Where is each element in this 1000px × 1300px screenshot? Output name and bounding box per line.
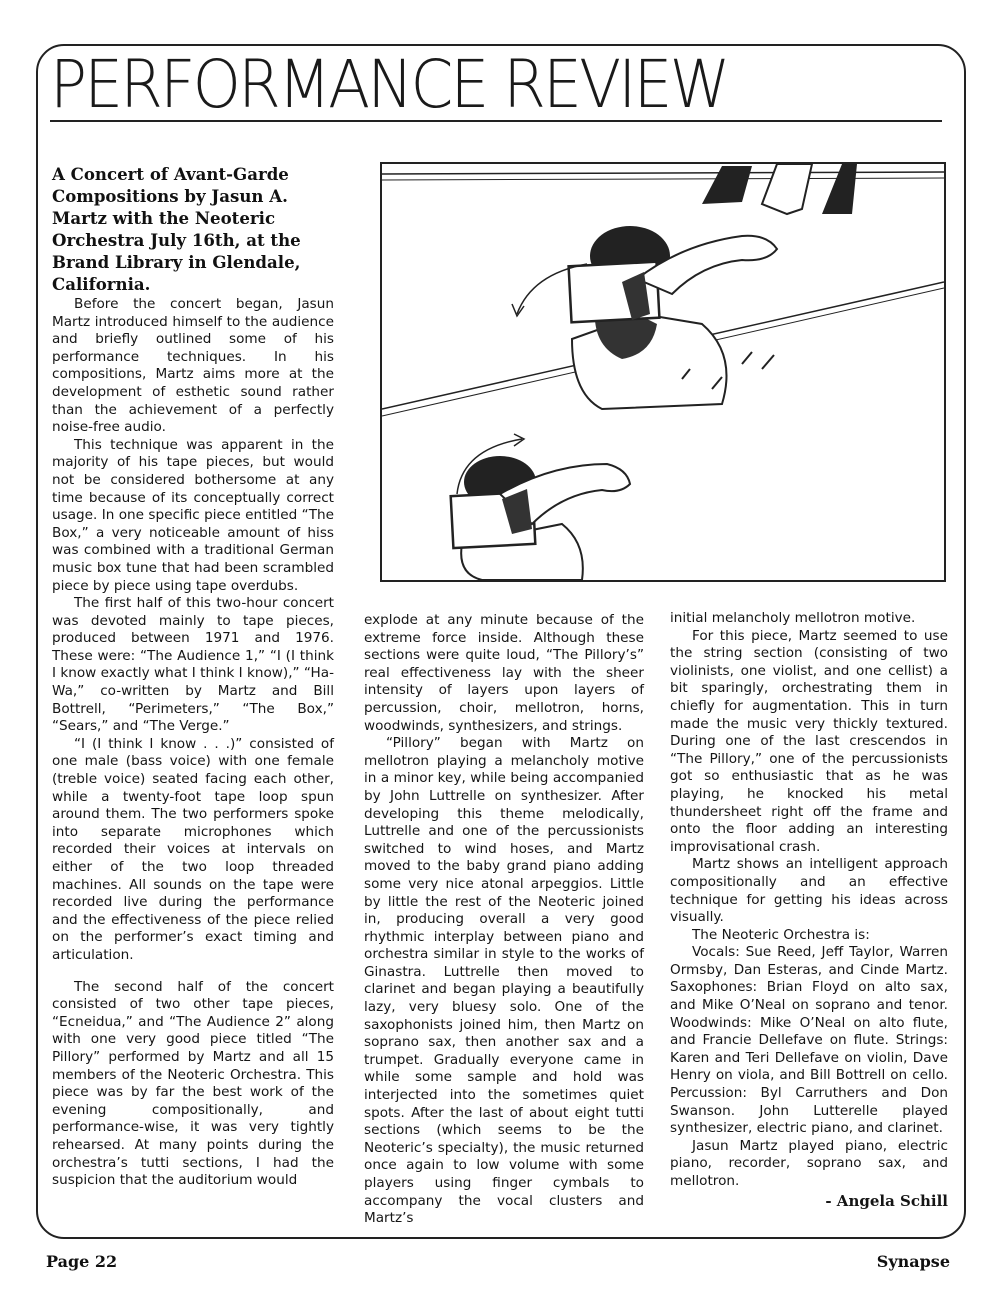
paragraph: The first half of this two-hour concert was devoted mainly to tape pieces, produced between 1971 and 1976. These were: “The Audience 1,” “I (I think I know exactly what I think I know),” “Ha-Wa,” co-written by Martz and Bill Bottrell, “Perimeters,” “The Box,” “Sears,” and “The Verge.” <box>52 595 334 735</box>
article-column-3 <box>670 610 948 1210</box>
illustration <box>380 162 946 582</box>
paragraph: The Neoteric Orchestra is: <box>692 926 870 943</box>
section-title: PERFORMANCE REVIEW <box>50 46 728 123</box>
paragraph: The second half of the concert consisted of two other tape pieces, “Ecneidua,” and “The Audience 2” along with one very good piece titled “The Pillory” performed by Martz and all 15 members of the Neoteric Orchestra. This piece was by far the best work of the evening compositionally, and performance-wise, it was very tightly rehearsed. At many points during the orchestra’s tutti sections, I had the suspicion that the auditorium would <box>52 978 334 1189</box>
article-dek: A Concert of Avant-Garde Compositions by Jasun A. Martz with the Neoteric Orchestra July 16th, at the Brand Library in Glendale, California. <box>52 164 301 294</box>
paragraph: “I (I think I know . . .)” consisted of one male (bass voice) with one female (treble voice) seated facing each other, while a twenty-foot tape loop spun around them. The two performers spoke into separate microphones which recorded their voices at intervals on either of the two loop threaded machines. All sounds on the tape were recorded live during the performance and the effectiveness of the piece relied on the performer’s exact timing and articulation. <box>52 735 334 963</box>
paragraph: Vocals: Sue Reed, Jeff Taylor, Warren Ormsby, Dan Esteras, and Cinde Martz. Saxophones: Brian Floyd on alto sax, and Mike O’Neal on soprano and tenor. Woodwinds: Mike O’Neal on alto flute, and Francie Dellefave on flute. Strings: Karen and Teri Dellefave on violin, Dave Henry on viola, and Bill Bottrell on cello. Percussion: Byl Carruthers and Don Swanson. John Lutterelle played synthesizer, electric piano, and clarinet. <box>670 944 948 1137</box>
article-column-2 <box>364 612 644 1228</box>
magazine-name: Synapse <box>876 1252 950 1271</box>
paragraph: This technique was apparent in the majority of his tape pieces, but would not be considered bothersome at any time because of its conceptually correct usage. In one specific piece entitled “The Box,” a very noticeable amount of hiss was combined with a traditional German music box tune that had been scrambled piece by piece using tape overdubs. <box>52 436 334 594</box>
author-byline: - Angela Schill <box>825 1191 948 1210</box>
paragraph: “Pillory” began with Martz on mellotron playing a melancholy motive in a minor key, while being accompanied by John Luttrelle on synthesizer. After developing this theme melodically, Luttrelle and one of the percussionists switched to wind hoses, and Martz moved to the baby grand piano adding some very nice atonal arpeggios. Little by little the rest of the Neoteric joined in, producing overall a very good rhythmic interplay between piano and orchestra similar in style to the works of Ginastra. Luttrelle then moved to clarinet and began playing a beautifully lazy, very bluesy solo. One of the saxophonists joined him, then Martz on soprano sax, then another sax and a trumpet. Gradually everyone came in while some sample and hold was interjected into the sometimes quiet spots. After the last of about eight tutti sections (which seems to be the Neoteric’s specialty), the music returned once again to low volume with some players using finger cymbals to accompany the vocal clusters and Martz’s <box>364 735 644 1227</box>
paragraph: initial melancholy mellotron motive. <box>670 610 916 626</box>
paragraph: Before the concert began, Jasun Martz introduced himself to the audience and briefly outlined some of his performance techniques. In his compositions, Martz aims more at the development of esthetic sound rather than the achievement of a perfectly noise-free audio. <box>52 296 334 436</box>
paragraph: Martz shows an intelligent approach compositionally and an effective technique for getting his ideas across visually. <box>670 856 948 926</box>
title-rule <box>50 120 942 122</box>
article-column-1 <box>52 296 334 1190</box>
paragraph: For this piece, Martz seemed to use the string section (consisting of two violinists, one violist, and one cellist) a bit sparingly, orchestrating them in chiefly for augmentation. This in turn made the music very thickly textured. During one of the last crescendos in “The Pillory,” one of the percussionists got so enthusiastic that as he was playing, he knocked his metal thundersheet right off the frame and onto the floor adding an interesting improvisational crash. <box>670 627 948 855</box>
page-number: Page 22 <box>46 1252 118 1271</box>
paragraph: explode at any minute because of the extreme force inside. Although these sections were quite loud, “The Pillory’s” real effectiveness lay with the sheer intensity of layers upon layers of percussion, choir, mellotron, horns, woodwinds, synthesizers, and strings. <box>364 612 644 734</box>
masked-figure-illustration <box>382 164 944 580</box>
paragraph: Jasun Martz played piano, electric piano, recorder, soprano sax, and mellotron. <box>670 1137 948 1189</box>
